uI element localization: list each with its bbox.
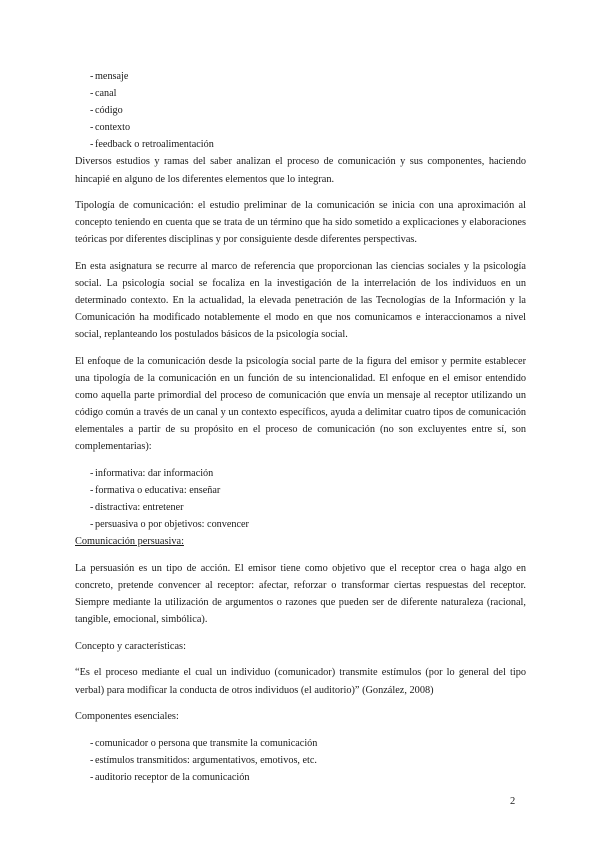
section-heading xyxy=(75,533,526,550)
section-heading-text: Comunicación persuasiva: xyxy=(75,536,184,548)
paragraph: El enfoque de la comunicación desde la psicología social parte de la figura del emisor y permite establecer una tipología de la comunicación en un función de su intencionalidad. El enfoque en el emisor entendido como aquella parte primordial del proceso de comunicación que envía un mensaje al receptor utilizando un código común a través de un canal y un contexto específicos, ayuda a delimitar cuatro tipos de comunicación elementales a partir de su propósito en el proceso de comunicación (no son excluyentes entre sí, son complementarias): xyxy=(75,355,526,453)
list-item: - mensaje xyxy=(75,68,526,85)
list-item: - canal xyxy=(75,85,526,102)
paragraph: La persuasión es un tipo de acción. El emisor tiene como objetivo que el receptor crea o haga algo en concreto, pretende convencer al receptor: afectar, reforzar o transformar ciertas respuestas del receptor. Siempre mediante la utilización de argumentos o razones que pueden ser de diferente naturaleza (racional, tangible, emocional, simbólica). xyxy=(75,562,526,626)
page-content xyxy=(75,68,526,786)
list-item: - distractiva: entretener xyxy=(75,499,526,516)
list-item: - código xyxy=(75,102,526,119)
list-item: - informativa: dar información xyxy=(75,465,526,482)
paragraph: Componentes esenciales: xyxy=(75,711,179,723)
list-item: - estímulos transmitidos: argumentativos, emotivos, etc. xyxy=(75,752,526,769)
list-item: - persuasiva o por objetivos: convencer xyxy=(75,516,526,533)
page-number: 2 xyxy=(510,796,516,807)
essential-components-list xyxy=(75,735,526,786)
list-item: - formativa o educativa: enseñar xyxy=(75,482,526,499)
quote-paragraph: “Es el proceso mediante el cual un individuo (comunicador) transmite estímulos (por lo general del tipo verbal) para modificar la conducta de otros individuos (el auditorio)” (González, 2008) xyxy=(75,667,526,696)
paragraph: Tipología de comunicación: el estudio preliminar de la comunicación se inicia con una aproximación al concepto teniendo en cuenta que se trata de un término que ha sido sometido a explicaciones y elaboraciones teóricas por diferentes disciplinas y por consiguiente desde diferentes perspectivas. xyxy=(75,200,526,246)
paragraph: Diversos estudios y ramas del saber analizan el proceso de comunicación y sus componentes, haciendo hincapié en alguno de los diferentes elementos que lo integran. xyxy=(75,156,526,185)
communication-elements-list xyxy=(75,68,526,153)
list-item: - comunicador o persona que transmite la comunicación xyxy=(75,735,526,752)
communication-types-list xyxy=(75,465,526,533)
list-item: - contexto xyxy=(75,119,526,136)
list-item: - feedback o retroalimentación xyxy=(75,136,526,153)
list-item: - auditorio receptor de la comunicación xyxy=(75,769,526,786)
paragraph: Concepto y características: xyxy=(75,640,186,652)
paragraph: En esta asignatura se recurre al marco de referencia que proporcionan las ciencias sociales y la psicología social. La psicología social se focaliza en la investigación de la interrelación de los individuos en un determinado contexto. En la actualidad, la elevada penetración de las Tecnologías de la Información y la Comunicación ha modificado notablemente el modo en que nos comunicamos e interaccionamos a nivel social, replanteando los postulados básicos de la psicología social. xyxy=(75,260,526,341)
